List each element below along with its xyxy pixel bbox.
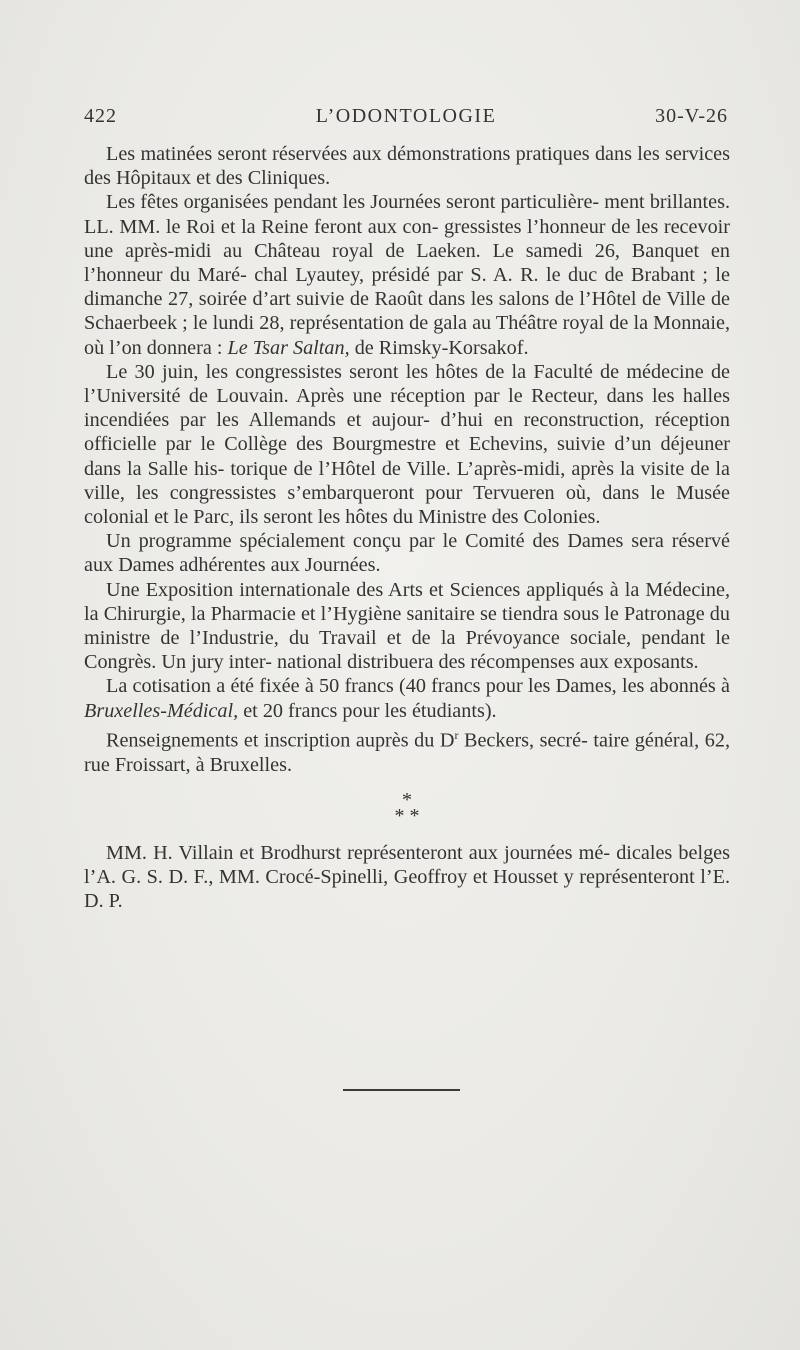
paragraph-text: Beckers, secré- taire général, 62, rue Froissart, à Bruxelles. (84, 729, 730, 776)
paragraph-text: Les fêtes organisées pendant les Journées seront particulière- ment brillantes. LL. MM. le Roi et la Reine feront aux con- gressistes l’honneur de les recevoir une après-midi au Château royal de Laeken. Le samedi 26, Banquet en l’honneur du Maré- chal Lyautey, présidé par S. A. R. le duc de Brabant ; le dimanche 27, soirée d’art suivie de Raoût dans les salons de l’Hôtel de Ville de Schaerbeek ; le lundi 28, représentation de gala au Théâtre royal de la Monnaie, où l’on donnera : (84, 191, 730, 359)
asterism-top: * (402, 789, 412, 812)
paragraph-louvain (84, 360, 730, 529)
paragraph-text: Renseignements et inscription auprès du D (106, 729, 455, 752)
paragraph-text: Une Exposition internationale des Arts et Sciences appliqués à la Médecine, la Chirurgie, la Pharmacie et l’Hygiène sanitaire se tiendra sous le Patronage du ministre de l’Industrie, du Travail et de la Prévoyance sociale, pendant le Congrès. Un jury inter- national distribuera des récompenses aux exposants. (84, 578, 730, 674)
journal-reference: Bruxelles-Médical, (84, 699, 239, 722)
running-header (84, 105, 728, 133)
opera-title: Le Tsar Saltan, (227, 336, 350, 359)
paragraph-text: Les matinées seront réservées aux démonstrations pratiques dans les services des Hôpitaux et des Cliniques. (84, 143, 730, 190)
article-body (84, 142, 730, 914)
paragraph-text: Le 30 juin, les congressistes seront les hôtes de la Faculté de médecine de l’Université de Louvain. Après une réception par le Recteur, dans les halles incendiées par les Allemands et aujour- d’hui en reconstruction, réception officielle par le Collège des Bourgmestre et Echevins, suivie d’un déjeuner dans la Salle his- torique de l’Hôtel de Ville. L’après-midi, après la visite de la ville, les congressistes s’embarqueront pour Tervueren où, dans le Musée colonial et le Parc, ils seront les hôtes du Ministre des Colonies. (84, 360, 730, 529)
paragraph-text: et 20 francs pour les étudiants). (238, 699, 497, 722)
superscript: r (454, 727, 459, 742)
paragraph-text: La cotisation a été fixée à 50 francs (40 francs pour les Dames, les abonnés à (106, 675, 730, 698)
paragraph-text: de Rimsky-Korsakof. (349, 336, 529, 359)
paragraph-renseignements (84, 723, 730, 777)
paragraph-representation (84, 841, 730, 914)
paragraph-cotisation (84, 674, 730, 722)
journal-title: L’ODONTOLOGIE (315, 105, 497, 127)
issue-date: 30-V-26 (655, 105, 728, 127)
page-number: 422 (84, 105, 117, 127)
asterism-bottom: * * (394, 805, 420, 828)
paragraph-dames (84, 529, 730, 577)
asterism-separator (84, 789, 730, 828)
paragraph-fetes (84, 190, 730, 359)
end-rule (343, 1089, 460, 1091)
paragraph-exposition (84, 578, 730, 675)
paragraph-text: Un programme spécialement conçu par le Comité des Dames sera réservé aux Dames adhérentes aux Journées. (84, 530, 730, 577)
paragraph-text: MM. H. Villain et Brodhurst représenteront aux journées mé- dicales belges l’A. G. S. D. F., MM. Crocé-Spinelli, Geoffroy et Housset y représenteront l’E. D. P. (84, 842, 730, 913)
paragraph-demonstrations (84, 142, 730, 190)
